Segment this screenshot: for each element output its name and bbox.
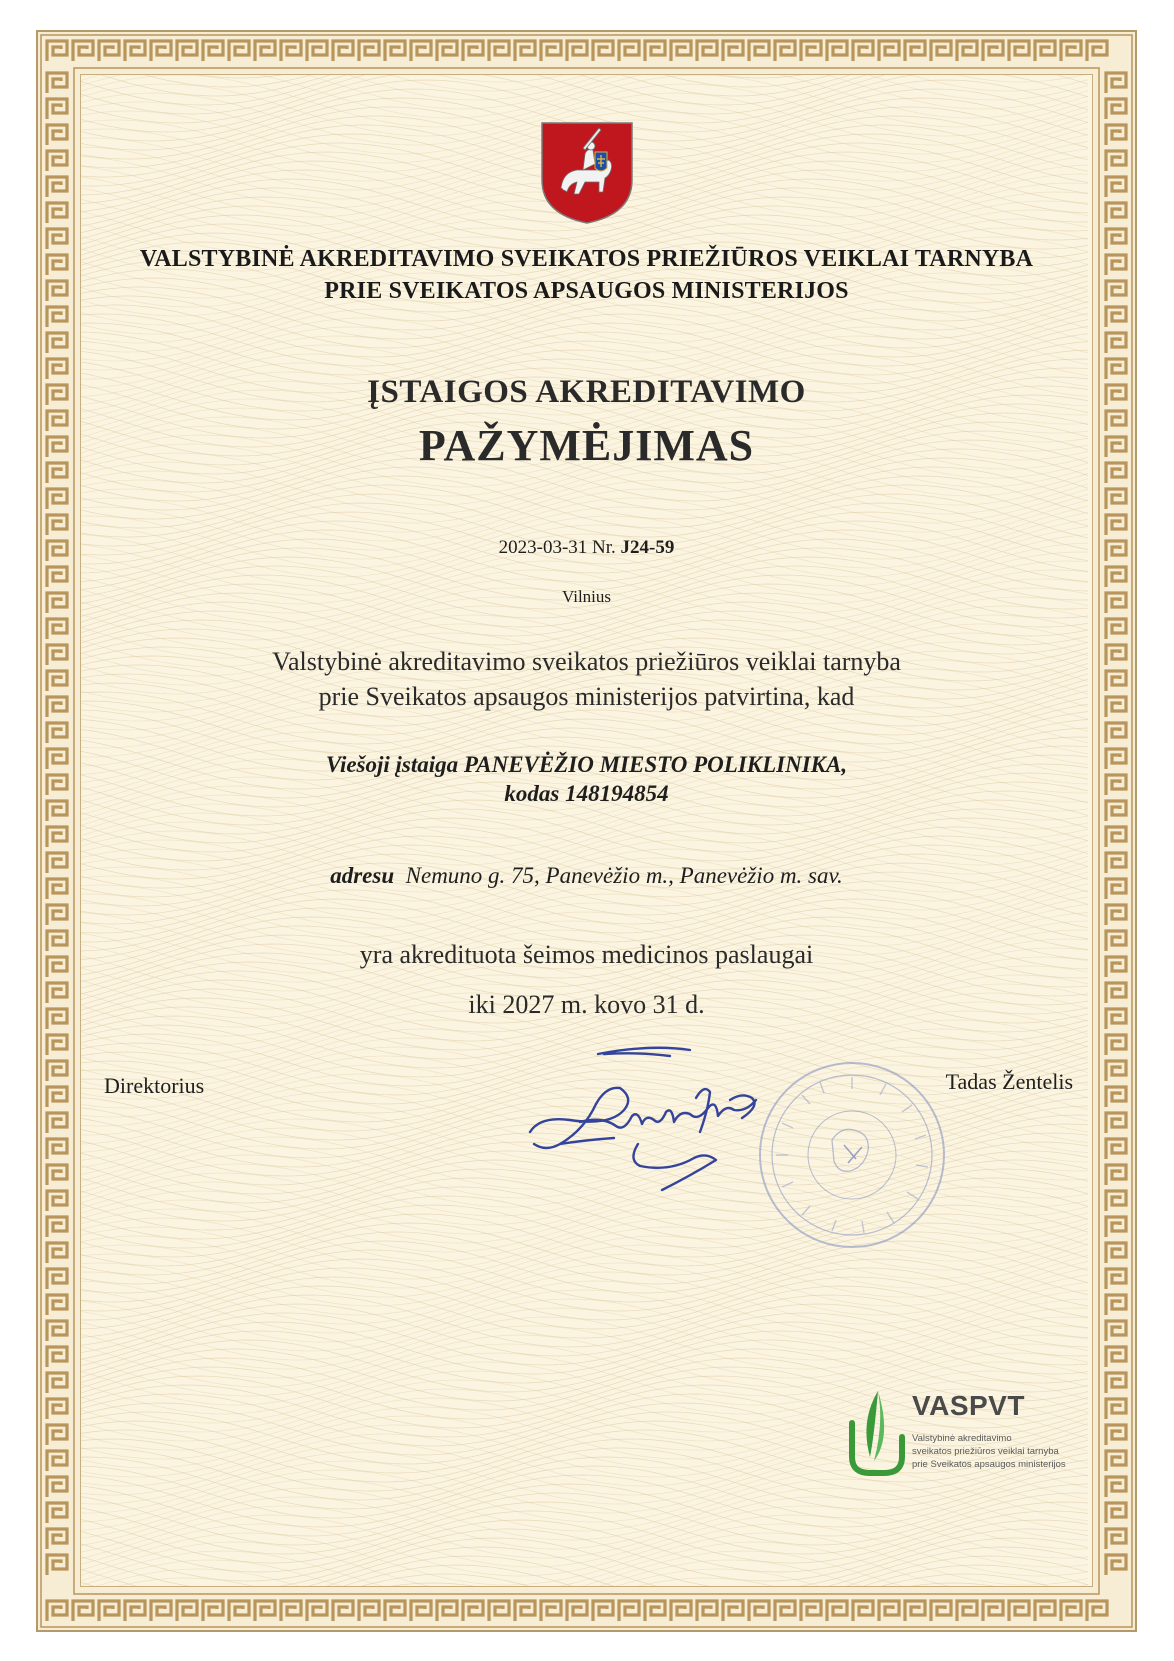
handwritten-signature <box>520 1040 790 1205</box>
document-title-line2: PAŽYMĖJIMAS <box>418 421 755 470</box>
vaspvt-leaf-logo-icon <box>848 1387 906 1477</box>
institution-name: Viešoji įstaiga PANEVĖŽIO MIESTO POLIKLINIKA, <box>325 752 848 777</box>
vaspvt-logo-subtitle-3: prie Sveikatos apsaugos ministerijos <box>912 1459 1066 1470</box>
signatory-name: Tadas Žentelis <box>945 1069 1073 1094</box>
institution-code: kodas 148194854 <box>504 781 669 806</box>
address-value: Nemuno g. 75, Panevėžio m., Panevėžio m. sav. <box>405 863 843 888</box>
address-label: adresu <box>330 863 395 888</box>
agency-name-line2: PRIE SVEIKATOS APSAUGOS MINISTERIJOS <box>324 278 849 304</box>
address-line <box>80 863 1093 889</box>
body-line2: prie Sveikatos apsaugos ministerijos patvirtina, kad <box>318 682 855 711</box>
vytis-coat-of-arms-icon <box>539 120 635 226</box>
issue-date: 2023-03-31 <box>498 537 588 558</box>
valid-until: iki 2027 m. kovo 31 d. <box>468 990 705 1019</box>
issue-line <box>80 537 1093 559</box>
vaspvt-logo-subtitle-1: Valstybinė akreditavimo <box>912 1433 1012 1444</box>
vaspvt-logo-subtitle-2: sveikatos priežiūros veiklai tarnyba <box>912 1446 1059 1457</box>
document-title-line1: ĮSTAIGOS AKREDITAVIMO <box>367 374 806 410</box>
vaspvt-logo-name: VASPVT <box>912 1390 1025 1421</box>
signatory-position: Direktorius <box>104 1073 205 1098</box>
accreditation-service: yra akredituota šeimos medicinos paslaugai <box>359 940 814 969</box>
body-line1: Valstybinė akreditavimo sveikatos priežiūros veiklai tarnyba <box>272 647 901 676</box>
issue-nr-label: Nr. <box>592 537 616 558</box>
issue-number: J24-59 <box>620 537 675 558</box>
agency-name-line1: VALSTYBINĖ AKREDITAVIMO SVEIKATOS PRIEŽIŪROS VEIKLAI TARNYBA <box>139 246 1034 272</box>
issue-city: Vilnius <box>561 587 612 606</box>
